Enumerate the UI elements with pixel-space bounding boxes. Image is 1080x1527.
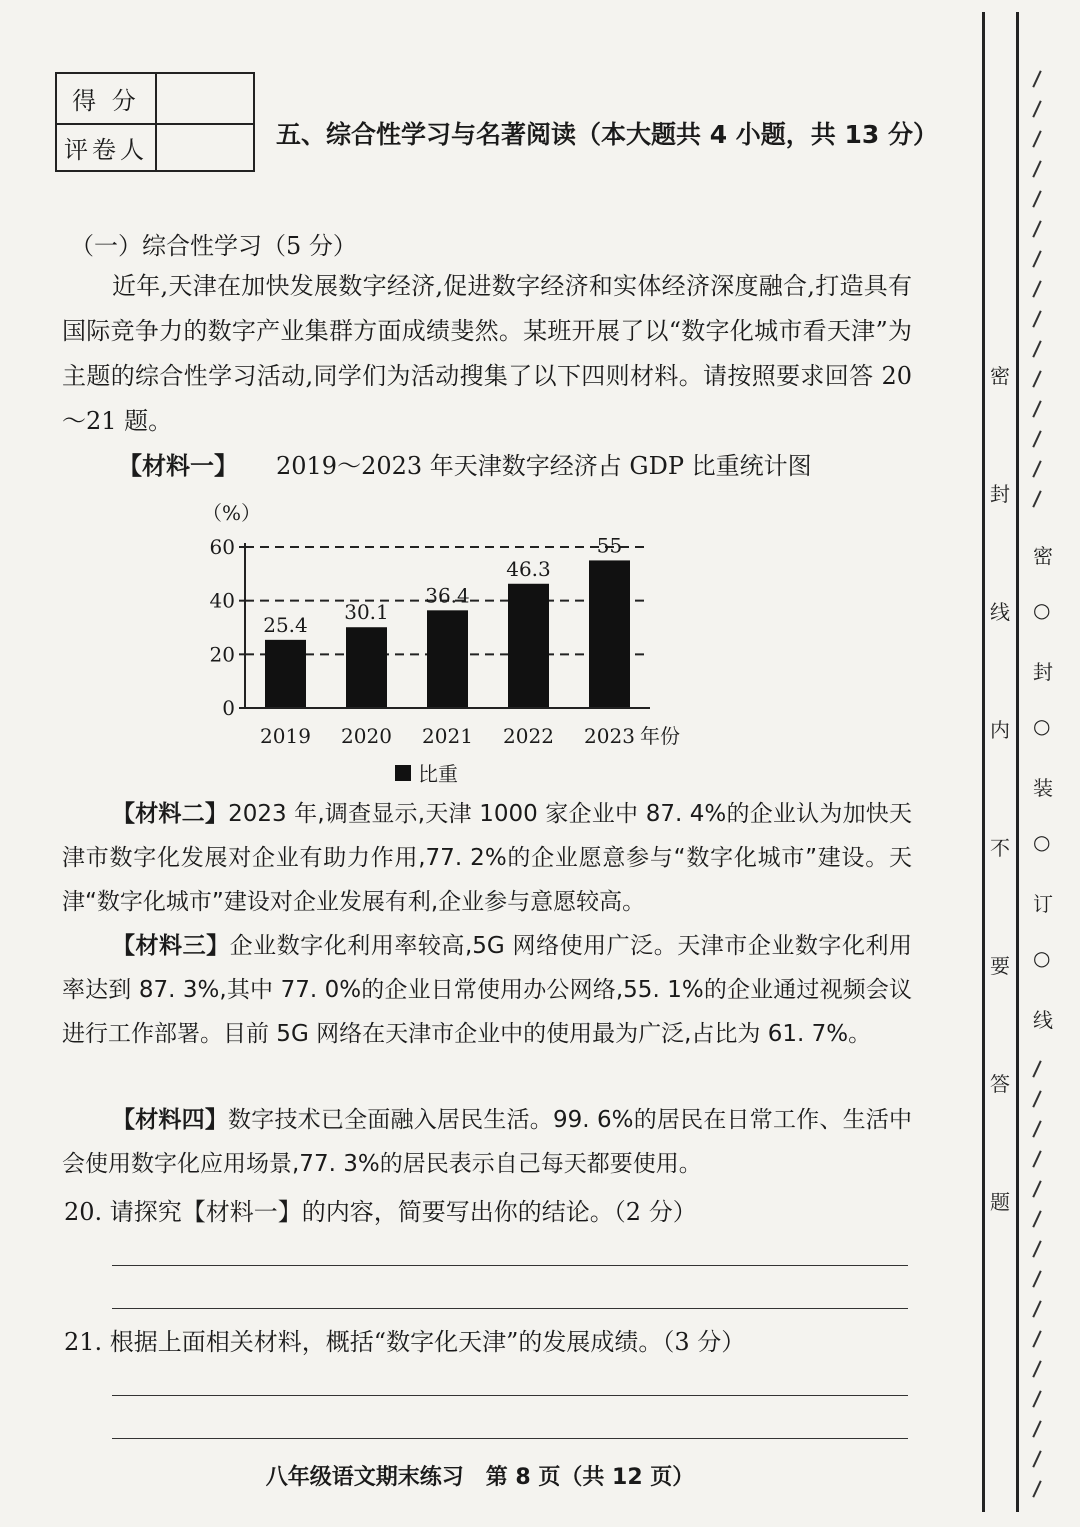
margin-char: ○ (1033, 714, 1051, 738)
bar-chart (190, 495, 710, 795)
answer-line[interactable] (112, 1438, 908, 1439)
margin-slash (1032, 1420, 1041, 1437)
bar (346, 627, 387, 708)
bar (589, 560, 630, 708)
margin-char: ○ (1033, 598, 1051, 622)
y-tick-label: 60 (209, 535, 235, 559)
x-tick-label: 2023 (584, 724, 635, 748)
margin-slash (1032, 1450, 1041, 1467)
margin-slash (1032, 1330, 1041, 1347)
page-footer: 八年级语文期末练习 第 8 页（共 12 页） (265, 1465, 695, 1490)
bar-value-label: 36.4 (425, 583, 470, 608)
material3-text: 企业数字化利用率较高,5G 网络使用广泛。天津市企业数字化利用率达到 87. 3%,其中 77. 0%的企业日常使用办公网络,55. 1%的企业通过视频会议进行工作部署。目前 5G 网络在天津市企业中的使用最为广泛,占比为 61. 7%。 (62, 933, 913, 1047)
binding-line-left (982, 12, 985, 1512)
answer-line[interactable] (112, 1395, 908, 1396)
margin-slash (1032, 1210, 1041, 1227)
section-title: 五、综合性学习与名著阅读（本大题共 4 小题，共 13 分） (276, 120, 939, 149)
question-20: 20. 请探究【材料一】的内容，简要写出你的结论。（2 分） (64, 1198, 697, 1226)
margin-char: 题 (990, 1190, 1010, 1214)
y-tick-label: 0 (222, 696, 235, 720)
margin-slash (1032, 160, 1041, 177)
bar (427, 610, 468, 708)
margin-char: 线 (1033, 1008, 1053, 1032)
x-axis-unit: 年份 (640, 724, 680, 748)
x-tick-label: 2020 (341, 724, 392, 748)
chart-caption: 2019～2023 年天津数字经济占 GDP 比重统计图 (276, 452, 812, 480)
margin-char: ○ (1033, 830, 1051, 854)
margin-slash (1032, 1390, 1041, 1407)
material1-label: 【材料一】 (118, 452, 238, 480)
margin-char: 要 (990, 954, 1010, 978)
bar (265, 640, 306, 708)
x-tick-label: 2022 (503, 724, 554, 748)
x-tick-label: 2019 (260, 724, 311, 748)
margin-slash (1032, 130, 1041, 147)
y-tick-label: 20 (209, 642, 235, 667)
margin-char: 密 (990, 364, 1010, 388)
material4-tag: 【材料四】 (112, 1107, 229, 1133)
margin-slash (1032, 460, 1041, 477)
margin-char: 密 (1033, 544, 1053, 568)
material4-text: 数字技术已全面融入居民生活。99. 6%的居民在日常工作、生活中会使用数字化应用场景,77. 3%的居民表示自己每天都要使用。 (62, 1107, 912, 1177)
margin-slash (1032, 1360, 1041, 1377)
margin-slash (1032, 490, 1041, 507)
margin-slash (1032, 340, 1041, 357)
bar-value-label: 46.3 (506, 556, 551, 581)
bar-value-label: 55 (596, 533, 623, 558)
y-tick-label: 40 (209, 588, 235, 613)
material2-tag: 【材料二】 (112, 801, 229, 827)
margin-char: 装 (1033, 776, 1053, 800)
answer-line[interactable] (112, 1265, 908, 1266)
margin-slash (1032, 1090, 1041, 1107)
margin-slash (1032, 370, 1041, 387)
intro-paragraph: 近年,天津在加快发展数字经济,促进数字经济和实体经济深度融合,打造具有国际竞争力的数字产业集群方面成绩斐然。某班开展了以“数字化城市看天津”为主题的综合性学习活动,同学们为活动搜集了以下四则材料。请按照要求回答 20～21 题。 (62, 272, 912, 435)
margin-char: 内 (990, 718, 1010, 742)
margin-char: 订 (1033, 892, 1053, 916)
margin-char: 答 (990, 1072, 1010, 1096)
bar (508, 584, 549, 708)
margin-slash (1032, 1120, 1041, 1137)
margin-slash (1032, 220, 1041, 237)
question-21: 21. 根据上面相关材料，概括“数字化天津”的发展成绩。（3 分） (64, 1328, 746, 1356)
material4 (62, 1098, 912, 1186)
x-tick-label: 2021 (422, 724, 473, 748)
answer-line[interactable] (112, 1308, 908, 1309)
margin-slash (1032, 1150, 1041, 1167)
margin-slash (1032, 1240, 1041, 1257)
legend-swatch (395, 765, 411, 781)
margin-char: 封 (990, 482, 1010, 506)
material2-text: 2023 年,调查显示,天津 1000 家企业中 87. 4%的企业认为加快天津市数字化发展对企业有助力作用,77. 2%的企业愿意参与“数字化城市”建设。天津“数字化城市”建设对企业发展有利,企业参与意愿较高。 (62, 801, 913, 915)
margin-slash (1032, 430, 1041, 447)
grader-label: 评卷人 (57, 123, 157, 172)
score-label: 得 分 (57, 74, 157, 123)
sub-title: （一）综合性学习（5 分） (70, 232, 357, 260)
margin-char: 线 (990, 600, 1010, 624)
margin-slash (1032, 280, 1041, 297)
margin-slash (1032, 1180, 1041, 1197)
material3 (62, 924, 912, 1056)
margin-slash (1032, 1480, 1041, 1497)
margin-slash (1032, 400, 1041, 417)
margin-slash (1032, 70, 1041, 87)
margin-slash (1032, 1300, 1041, 1317)
margin-char: 封 (1033, 660, 1053, 684)
bar-value-label: 25.4 (263, 612, 308, 637)
margin-slash (1032, 1060, 1041, 1077)
score-table (55, 72, 255, 172)
margin-slash (1032, 1270, 1041, 1287)
margin-slash (1032, 250, 1041, 267)
margin-slash (1032, 310, 1041, 327)
grader-row (57, 123, 253, 172)
score-row (57, 74, 253, 125)
margin-char: 不 (990, 836, 1010, 860)
material3-tag: 【材料三】 (112, 933, 230, 959)
binding-line-right (1016, 12, 1019, 1512)
margin-slash (1032, 100, 1041, 117)
bar-value-label: 30.1 (344, 600, 389, 625)
y-axis-unit: （%） (202, 501, 262, 525)
legend-label: 比重 (418, 762, 458, 786)
material2 (62, 792, 912, 924)
margin-char: ○ (1033, 946, 1051, 970)
margin-slash (1032, 190, 1041, 207)
